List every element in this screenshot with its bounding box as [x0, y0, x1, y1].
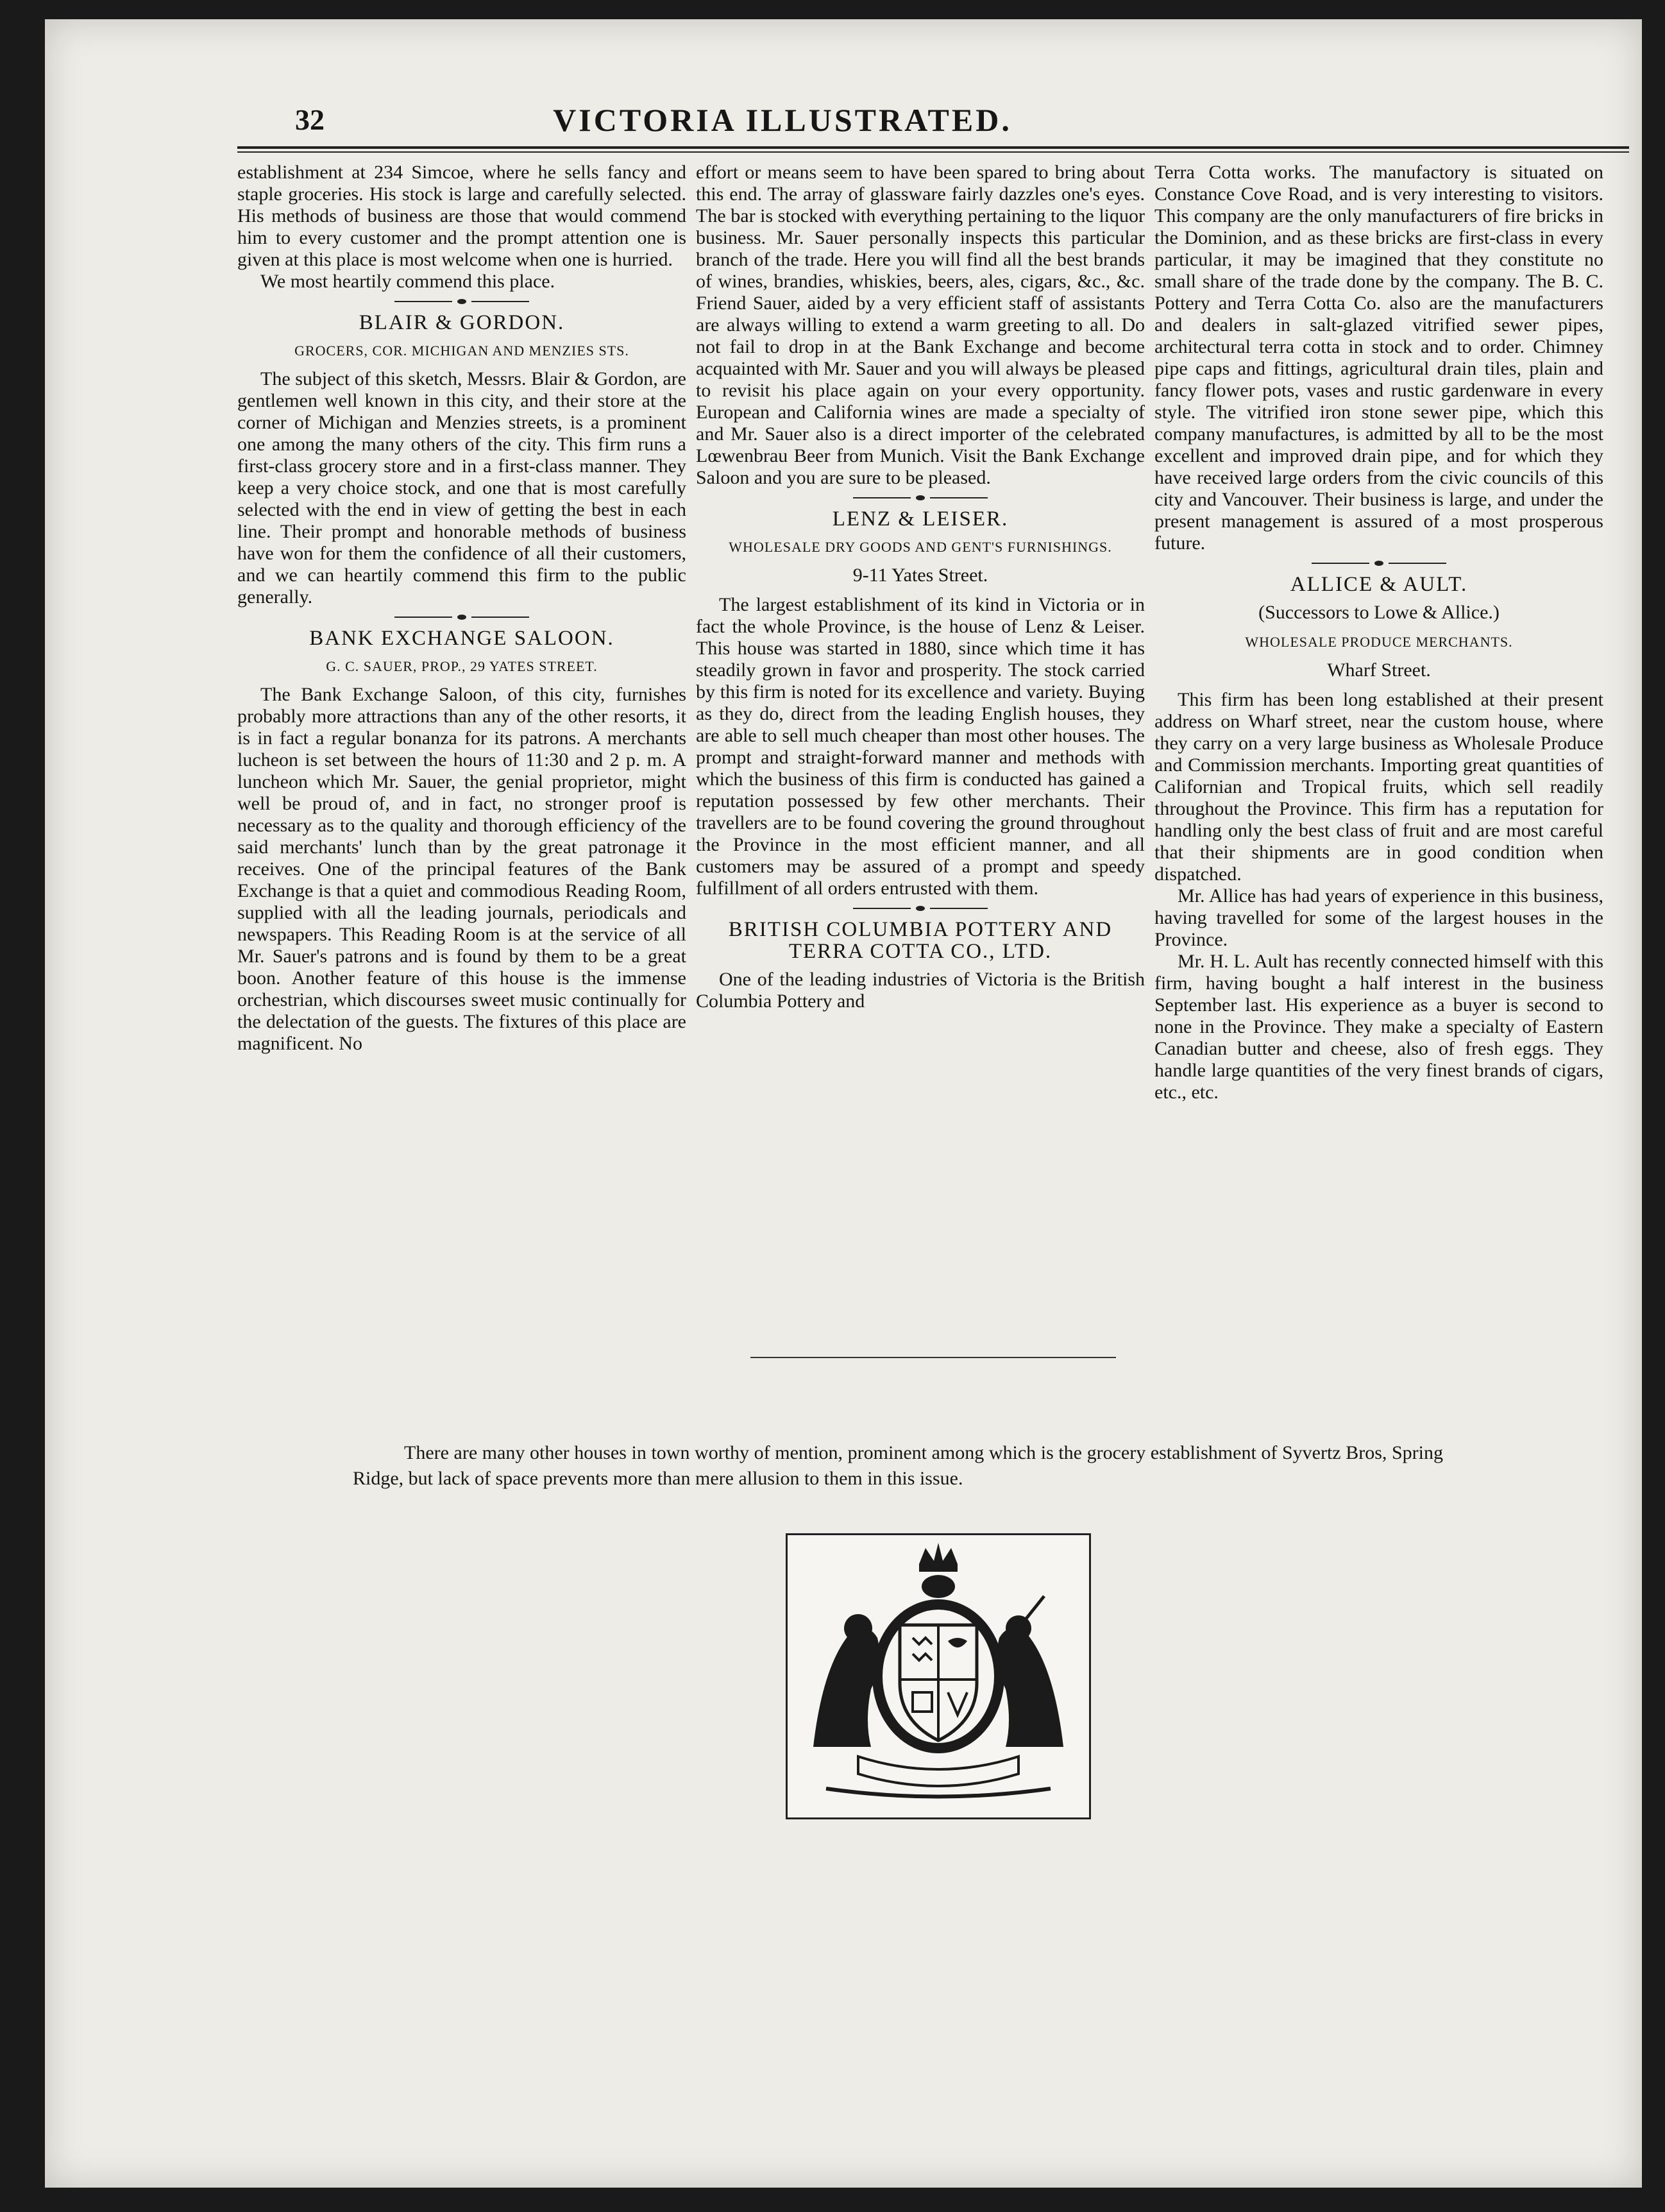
- article-paragraph: The largest establishment of its kind in Victoria or in fact the whole Province, is the house of Lenz & Leiser. This house was started in 1880, since which time it has steadily grown in favor and prosperity. The stock carried by this firm is noted for its excellence and variety. Buying as they do, direct from the leading English houses, they are able to sell much cheaper than most other houses. The prompt and straight-forward manner and methods with which the business of this firm is conducted has gained a reputation possessed by few other merchants. Their travellers are to be found covering the ground throughout the Province in the most efficient manner, and all customers may be assured of a prompt and speedy fulfillment of all orders entrusted with them.: [696, 594, 1145, 899]
- ornament-divider: [1154, 561, 1603, 566]
- article-paragraph: Terra Cotta works. The manufactory is situated on Constance Cove Road, and is very interesting to visitors. This company are the only manufacturers of fire bricks in the Dominion, and as these bricks are first-class in every particular, it may be imagined that they constitute no small share of the trade done by the company. The B. C. Pottery and Terra Cotta Co. also are the manufacturers and dealers in salt-glazed vitrified sewer pipes, architectural terra cotta in stock and to order. Chimney pipe caps and fittings, agricultural drain tiles, plain and fancy flower pots, vases and rustic gardenware in every style. The vitrified iron stone sewer pipe, which this company manufactures, is admitted by all to be the most excellent and improved drain pipe, and for which they have received large orders from the civic councils of this city and Vancouver. Their business is large, and under the present management is assured of a most prosperous future.: [1154, 162, 1603, 554]
- article-heading-blair-gordon: BLAIR & GORDON.: [359, 311, 565, 334]
- article-subheading: G. C. SAUER, PROP., 29 YATES STREET.: [326, 658, 598, 674]
- article-successors-note: (Successors to Lowe & Allice.): [1258, 602, 1500, 623]
- column-1: [237, 162, 686, 1055]
- article-subheading: WHOLESALE DRY GOODS AND GENT'S FURNISHINGS.: [729, 539, 1112, 555]
- ornament-divider: [696, 495, 1145, 500]
- article-heading-bank-exchange: BANK EXCHANGE SALOON.: [309, 627, 614, 650]
- footer-rule: [750, 1357, 1116, 1358]
- ornament-divider: [237, 615, 686, 620]
- article-paragraph: One of the leading industries of Victoria is the British Columbia Pottery and: [696, 969, 1145, 1012]
- article-subheading: WHOLESALE PRODUCE MERCHANTS.: [1245, 634, 1513, 650]
- article-heading-bc-pottery: BRITISH COLUMBIA POTTERY AND TERRA COTTA CO., LTD.: [728, 918, 1113, 963]
- newspaper-page: [45, 19, 1642, 2188]
- footer-paragraph: There are many other houses in town worthy of mention, prominent among which is the grocery establishment of Syvertz Bros, Spring Ridge, but lack of space prevents more than mere allusion to them in this issue.: [353, 1442, 1443, 1489]
- article-paragraph: establishment at 234 Simcoe, where he sells fancy and staple groceries. His stock is large and carefully selected. His methods of business are those that would commend him to every customer and the prompt attention one is given at this place is most welcome when one is hurried.: [237, 162, 686, 270]
- article-paragraph: Mr. H. L. Ault has recently connected himself with this firm, having bought a half interest in the business September last. His experience as a buyer is second to none in the Province. They make a specialty of Eastern Canadian butter and cheese, also of fresh eggs. They handle large quantities of the very finest brands of cigars, etc., etc.: [1154, 951, 1603, 1103]
- footer-note: [353, 1440, 1443, 1492]
- crest-frame: [786, 1533, 1091, 1819]
- column-3: [1154, 162, 1603, 1103]
- article-subheading: GROCERS, COR. MICHIGAN AND MENZIES STS.: [294, 343, 629, 359]
- article-paragraph: The Bank Exchange Saloon, of this city, furnishes probably more attractions than any of the other resorts, it is in fact a regular bonanza for its patrons. A merchants lucheon is set between the hours of 11:30 and 2 p. m. A luncheon which Mr. Sauer, the genial proprietor, might well be proud of, and in fact, no stronger proof is necessary as to the quality and thorough efficiency of the said merchants' lunch than by the great patronage it receives. One of the principal features of the Bank Exchange is that a quiet and commodious Reading Room, supplied with all the leading journals, periodicals and newspapers. This Reading Room is at the service of all Mr. Sauer's patrons and is found by them to be a great boon. Another feature of this house is the immense orchestrian, which discourses sweet music continually for the delectation of the guests. The fixtures of this place are magnificent. No: [237, 684, 686, 1054]
- article-paragraph: Mr. Allice has had years of experience in this business, having travelled for some of the largest houses in the Province.: [1154, 885, 1603, 950]
- page-header: [237, 83, 1629, 141]
- header-rule: [237, 146, 1629, 153]
- article-paragraph: effort or means seem to have been spared to bring about this end. The array of glassware fairly dazzles one's eyes. The bar is stocked with everything pertaining to the liquor business. Mr. Sauer personally inspects this particular branch of the trade. Here you will find all the best brands of wines, brandies, whiskies, beers, ales, cigars, &c., &c. Friend Sauer, aided by a very efficient staff of assistants are always willing to extend a warm greeting to all. Do not fail to drop in at the Bank Exchange and become acquainted with Mr. Sauer and you will always be pleased to revisit his place again on your every opportunity. European and California wines are made a specialty of and Mr. Sauer also is a direct importer of the celebrated Lœwenbrau Beer from Munich. Visit the Bank Exchange Saloon and you are sure to be pleased.: [696, 162, 1145, 488]
- article-paragraph: This firm has been long established at their present address on Wharf street, near the custom house, where they carry on a very large business as Wholesale Produce and Commission merchants. Importing great quantities of Californian and Tropical fruits, which sell readily throughout the Province. This firm has a reputation for handling only the best class of fruit and are most careful that their shipments are in good condition when dispatched.: [1154, 689, 1603, 885]
- page-number: 32: [295, 103, 325, 136]
- article-address: 9-11 Yates Street.: [852, 565, 988, 586]
- column-2: [696, 162, 1145, 1012]
- article-paragraph: The subject of this sketch, Messrs. Blair & Gordon, are gentlemen well known in this city, and their store at the corner of Michigan and Menzies streets, is a prominent one among the many others of the city. This firm runs a first-class grocery store and in a first-class manner. They keep a very choice stock, and one that is most carefully selected with the end in view of getting the best in each line. Their prompt and honorable methods of business have won for them the confidence of all their customers, and we can heartily commend this firm to the public generally.: [237, 368, 686, 608]
- ornament-divider: [237, 299, 686, 304]
- ornament-divider: [696, 906, 1145, 911]
- royal-coat-of-arms-icon: [788, 1535, 1089, 1817]
- article-heading-lenz-leiser: LENZ & LEISER.: [832, 507, 1009, 531]
- article-paragraph: We most heartily commend this place.: [260, 271, 555, 292]
- running-title: VICTORIA ILLUSTRATED.: [553, 102, 1012, 138]
- article-heading-allice-ault: ALLICE & AULT.: [1290, 573, 1468, 596]
- article-address: Wharf Street.: [1327, 659, 1431, 681]
